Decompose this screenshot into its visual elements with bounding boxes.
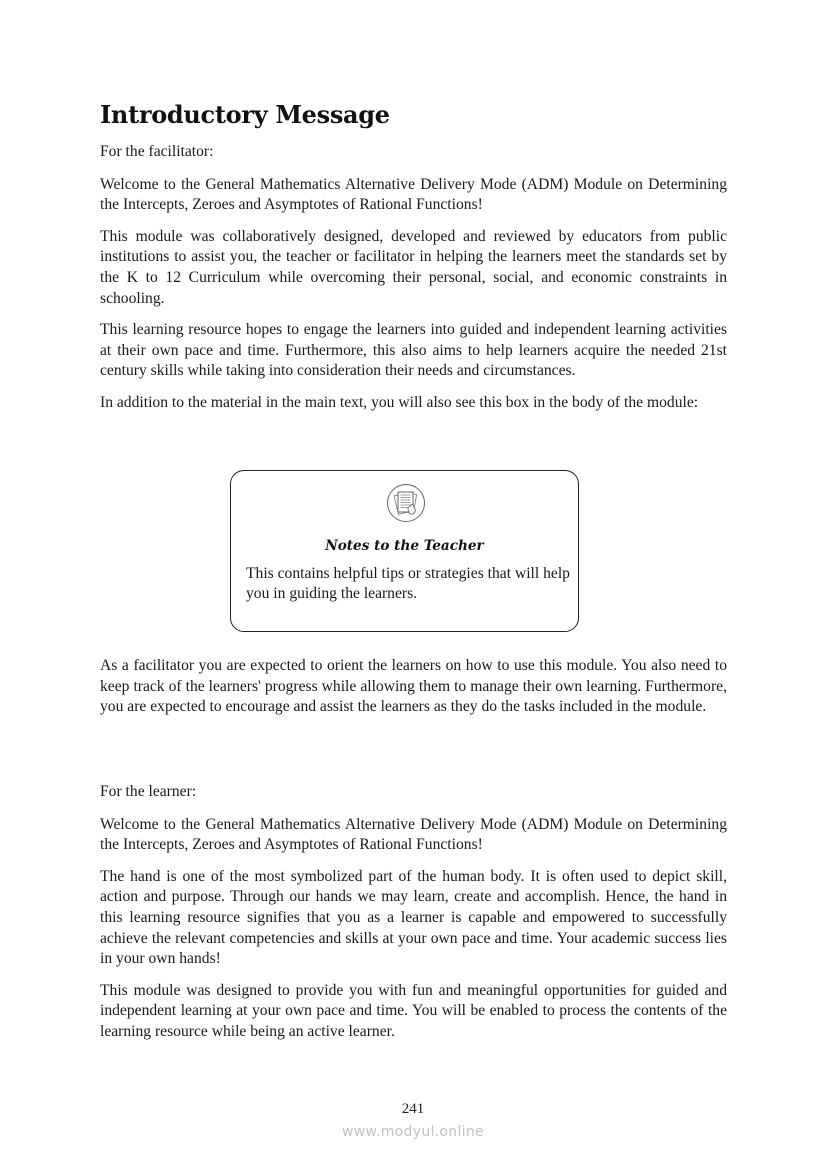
facilitator-paragraph-box-intro: In addition to the material in the main text, you will also see this box in the body of the module: xyxy=(100,393,699,411)
facilitator-paragraph-welcome: Welcome to the General Mathematics Alternative Delivery Mode (ADM) Module on Determining the Intercepts, Zeroes and Asymptotes of Rational Functions! xyxy=(100,175,727,214)
learner-paragraph-welcome: Welcome to the General Mathematics Alternative Delivery Mode (ADM) Module on Determining the Intercepts, Zeroes and Asymptotes of Rational Functions! xyxy=(100,815,727,854)
facilitator-label: For the facilitator: xyxy=(100,143,214,160)
notes-document-hand-icon xyxy=(386,483,426,523)
page-number: 241 xyxy=(401,1101,425,1117)
notes-box-text: This contains helpful tips or strategies that will help you in guiding the learners. xyxy=(246,565,570,602)
learner-paragraph-design: This module was designed to provide you with fun and meaningful opportunities for guided and independent learning at your own pace and time. You will be enabled to process the contents of the learning resource while being an active learner. xyxy=(100,981,727,1040)
facilitator-paragraph-closing: As a facilitator you are expected to orient the learners on how to use this module. You also need to keep track of the learners' progress while allowing them to manage their own learning. Furthermore, you are expected to encourage and assist the learners as they do the tasks included in the module. xyxy=(100,657,727,716)
learner-paragraph-hand: The hand is one of the most symbolized part of the human body. It is often used to depict skill, action and purpose. Through our hands we may learn, create and accomplish. Hence, the hand in this learning resource signifies that you as a learner is capable and empowered to successfully achieve the relevant competencies and skills at your own pace and time. Your academic success lies in your own hands! xyxy=(100,867,727,968)
watermark-url: www.modyul.online xyxy=(342,1124,484,1140)
notes-box-title: Notes to the Teacher xyxy=(325,538,484,554)
notes-to-teacher-box xyxy=(230,470,579,632)
page-title: Introductory Message xyxy=(100,100,390,129)
learner-label: For the learner: xyxy=(100,783,197,800)
facilitator-closing-section xyxy=(100,656,727,729)
learner-section xyxy=(100,782,727,1054)
facilitator-paragraph-design: This module was collaboratively designed, developed and reviewed by educators from public institutions to assist you, the teacher or facilitator in helping the learners meet the standards set by the K to 12 Curriculum while overcoming their personal, social, and economic constraints in schooling. xyxy=(100,227,727,307)
facilitator-section xyxy=(100,98,727,425)
facilitator-paragraph-resource: This learning resource hopes to engage the learners into guided and independent learning activities at their own pace and time. Furthermore, this also aims to help learners acquire the needed 21st century skills while taking into consideration their needs and circumstances. xyxy=(100,321,727,380)
